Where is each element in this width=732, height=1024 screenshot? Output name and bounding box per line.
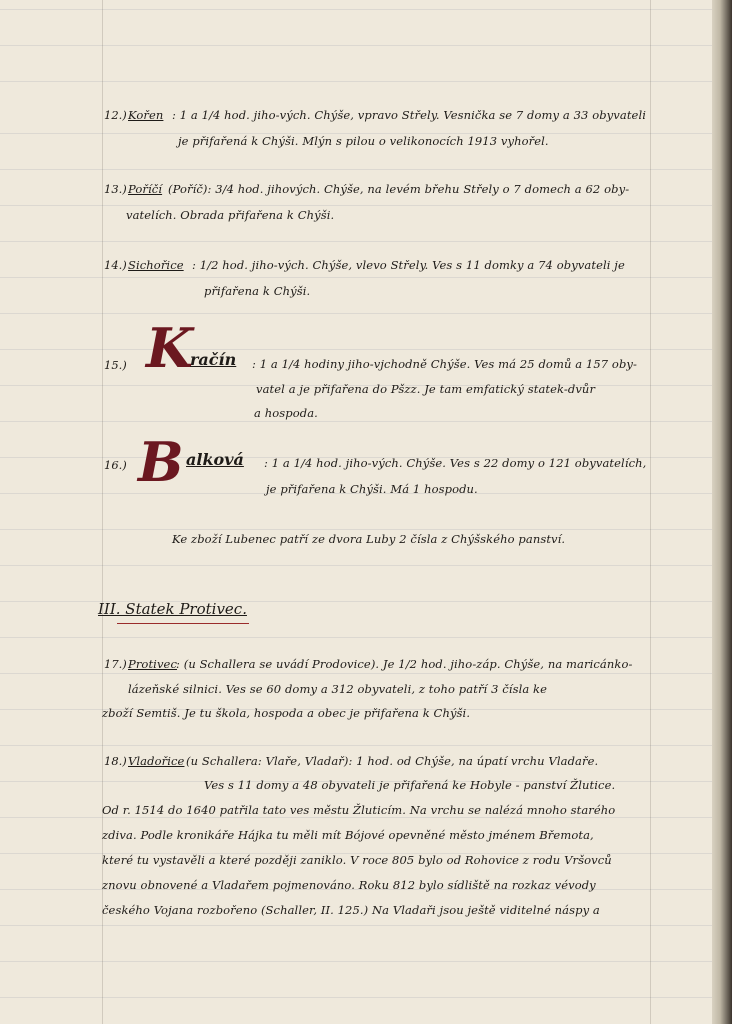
note-line: Ke zboží Lubenec patří ze dvora Luby 2 čísla z Chýšského panství. xyxy=(172,532,566,546)
entry-number: 16.) xyxy=(104,458,127,472)
place-name: račín xyxy=(190,350,237,369)
decorated-initial-k: K xyxy=(146,316,193,380)
right-margin-rule xyxy=(650,0,651,1024)
place-name: Vladořice xyxy=(128,754,185,768)
entry-line: přifařena k Chýši. xyxy=(204,284,311,298)
entry-line: je přifařena k Chýši. Má 1 hospodu. xyxy=(266,482,478,496)
place-name: Sichořice xyxy=(128,258,184,272)
section-heading: III. Statek Protivec. xyxy=(98,600,247,618)
entry-line: : 1 a 1/4 hodiny jiho-vjchodně Chýše. Ves má 25 domů a 157 oby- xyxy=(252,357,638,371)
entry-line: (u Schallera: Vlaře, Vladař): 1 hod. od Chýše, na úpatí vrchu Vladaře. xyxy=(186,754,599,768)
entry-line: Ves s 11 domy a 48 obyvateli je přifařená ke Hobyle - panství Žlutice. xyxy=(204,778,616,792)
entry-number: 12.) xyxy=(104,108,127,122)
entry-number: 18.) xyxy=(104,754,127,768)
entry-line: Od r. 1514 do 1640 patřila tato ves městu Žluticím. Na vrchu se nalézá mnoho starého xyxy=(102,803,616,817)
entry-number: 15.) xyxy=(104,358,127,372)
page-edge xyxy=(712,0,732,1024)
place-name: alková xyxy=(186,450,244,469)
entry-number: 17.) xyxy=(104,657,127,671)
left-margin-rule xyxy=(102,0,103,1024)
entry-line: českého Vojana rozbořeno (Schaller, II. 125.) Na Vladaři jsou ještě viditelné náspy a xyxy=(102,903,600,917)
place-name: Kořen xyxy=(128,108,164,122)
heading-underline xyxy=(117,623,249,624)
entry-number: 14.) xyxy=(104,258,127,272)
entry-line: které tu vystavěli a které později zaniklo. V roce 805 bylo od Rohovice z rodu Vršovců xyxy=(102,853,612,867)
entry-line: je přifařená k Chýši. Mlýn s pilou o velikonocích 1913 vyhořel. xyxy=(178,134,549,148)
entry-line: zdiva. Podle kronikáře Hájka tu měli mít Bójové opevněné město jménem Břemota, xyxy=(102,828,594,842)
entry-line: : 1/2 hod. jiho-vých. Chýše, vlevo Střely. Ves s 11 domky a 74 obyvateli je xyxy=(192,258,625,272)
entry-line: lázeňské silnici. Ves se 60 domy a 312 obyvateli, z toho patří 3 čísla ke xyxy=(128,682,548,696)
place-name: Poříčí xyxy=(128,182,163,196)
entry-line: zboží Semtiš. Je tu škola, hospoda a obec je přifařena k Chýši. xyxy=(102,706,471,720)
entry-line: : 1 a 1/4 hod. jiho-vých. Chýše, vpravo Střely. Vesnička se 7 domy a 33 obyvateli xyxy=(172,108,647,122)
entry-line: : 1 a 1/4 hod. jiho-vých. Chýše. Ves s 22 domy o 121 obyvatelích, xyxy=(264,456,647,470)
entry-line: (Poříč): 3/4 hod. jihových. Chýše, na levém břehu Střely o 7 domech a 62 oby- xyxy=(168,182,630,196)
entry-line: vatelích. Obrada přifařena k Chýši. xyxy=(126,208,335,222)
entry-line: : (u Schallera se uvádí Prodovice). Je 1/2 hod. jiho-záp. Chýše, na maricánko- xyxy=(176,657,633,671)
entry-line: a hospoda. xyxy=(254,406,318,420)
entry-line: vatel a je přifařena do Pšzz. Je tam emfatický statek-dvůr xyxy=(256,382,596,396)
entry-number: 13.) xyxy=(104,182,127,196)
entry-line: znovu obnovené a Vladařem pojmenováno. Roku 812 bylo sídliště na rozkaz vévody xyxy=(102,878,596,892)
place-name: Protivec xyxy=(128,657,178,671)
decorated-initial-b: B xyxy=(138,430,184,494)
